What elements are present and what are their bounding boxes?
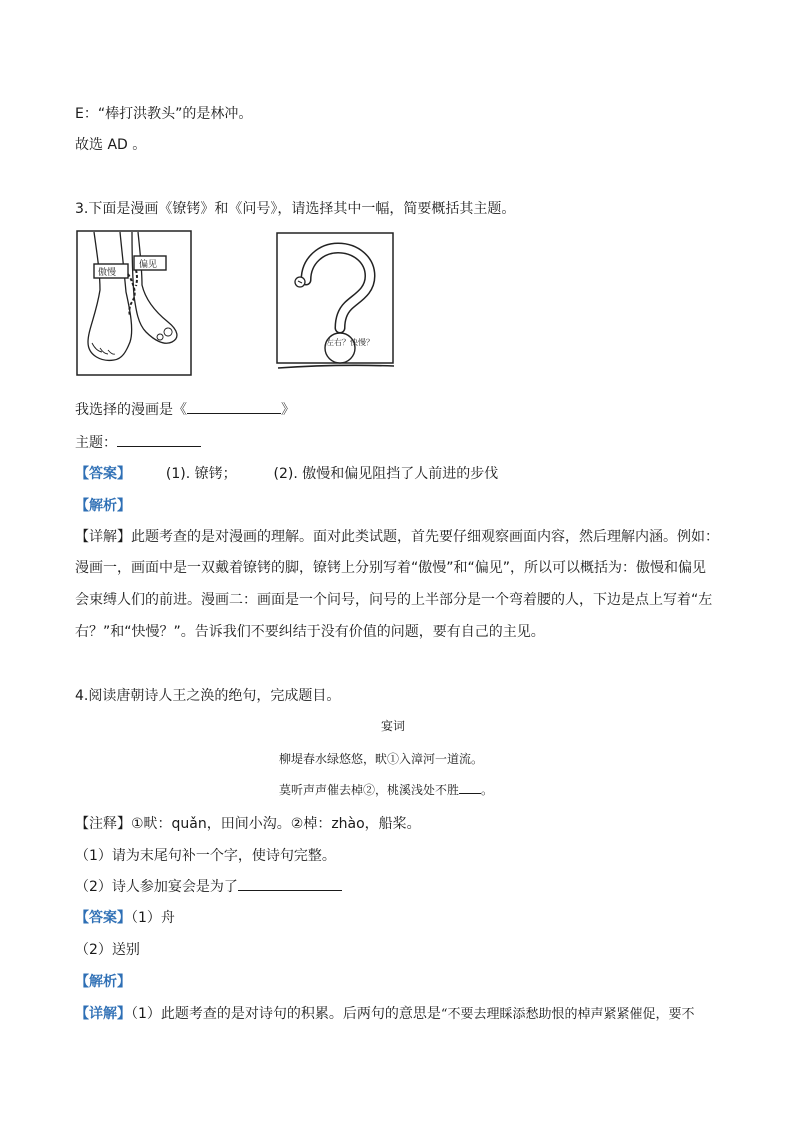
q4-detail-line: 【详解】（1）此题考查的是对诗句的积累。后两句的意思是“不要去理睬添愁助恨的棹声紧紧催促，要不 [75, 1006, 695, 1022]
comic-shackles-image [76, 230, 192, 376]
sub-question-2: （2）诗人参加宴会是为了 [75, 876, 342, 896]
comic-label-prejudice: 偏见 [139, 260, 158, 270]
q4-answer-line [75, 907, 175, 927]
sub-question-1: （1）请为末尾句补一个字，使诗句完整。 [75, 848, 336, 864]
q3-detail-line-2: 漫画一，画面中是一双戴着镣铐的脚，镣铐上分别写着“傲慢”和“偏见”，所以可以概括为：傲慢和偏见 [75, 560, 707, 576]
q3-detail-line-4: 右？”和“快慢？”。告诉我们不要纠结于没有价值的问题，要有自己的主见。 [75, 624, 545, 640]
q3-answer-2: (2). 傲慢和偏见阻挡了人前进的步伐 [273, 466, 499, 482]
sub-question-2-blank [238, 876, 342, 891]
poem-blank [459, 781, 481, 794]
poem-title: 宴词 [381, 719, 406, 733]
comic-label-arrogance: 傲慢 [98, 268, 117, 278]
detail-tag: 【详解】 [75, 1006, 131, 1022]
analysis-tag-2: 【解析】 [75, 974, 131, 990]
comic-question-mark-image [276, 232, 396, 378]
answer-tag-2: 【答案】 [75, 910, 131, 926]
q4-answer-2: （2）送别 [75, 942, 140, 958]
option-e-line: E：“棒打洪教头”的是林冲。 [75, 106, 253, 122]
q4-answer-1: （1）舟 [131, 910, 175, 926]
q3-answer-line [75, 463, 498, 483]
poem-line-2: 莫听声声催去棹②，桃溪浅处不胜 。 [279, 783, 494, 797]
theme-blank [117, 432, 201, 447]
comic-ball-label: 左右？快慢？ [326, 338, 374, 347]
q3-answer-1: (1). 镣铐； [165, 466, 237, 482]
question-4-text: 4.阅读唐朝诗人王之涣的绝句，完成题目。 [75, 688, 341, 704]
choose-comic-blank [187, 399, 281, 414]
poem-line-1: 柳堤春水绿悠悠，畎①入漳河一道流。 [279, 752, 484, 766]
previous-answer-line: 故选 AD 。 [75, 137, 147, 153]
question-3-text: 3.下面是漫画《镣铐》和《问号》，请选择其中一幅，简要概括其主题。 [75, 201, 516, 217]
q3-detail-line-1: 【详解】此题考查的是对漫画的理解。面对此类试题，首先要仔细观察画面内容，然后理解内涵。例如： [75, 529, 719, 545]
choose-comic-line: 我选择的漫画是《 》 [75, 399, 295, 419]
answer-tag: 【答案】 [75, 466, 131, 482]
analysis-tag: 【解析】 [75, 498, 131, 514]
q3-detail-line-3: 会束缚人们的前进。漫画二：画面是一个问号，问号的上半部分是一个弯着腰的人，下边是点上写着“左 [75, 592, 713, 608]
theme-line: 主题： [75, 432, 201, 452]
poem-note: 【注释】①畎：quǎn，田间小沟。②棹：zhào，船桨。 [75, 816, 421, 832]
